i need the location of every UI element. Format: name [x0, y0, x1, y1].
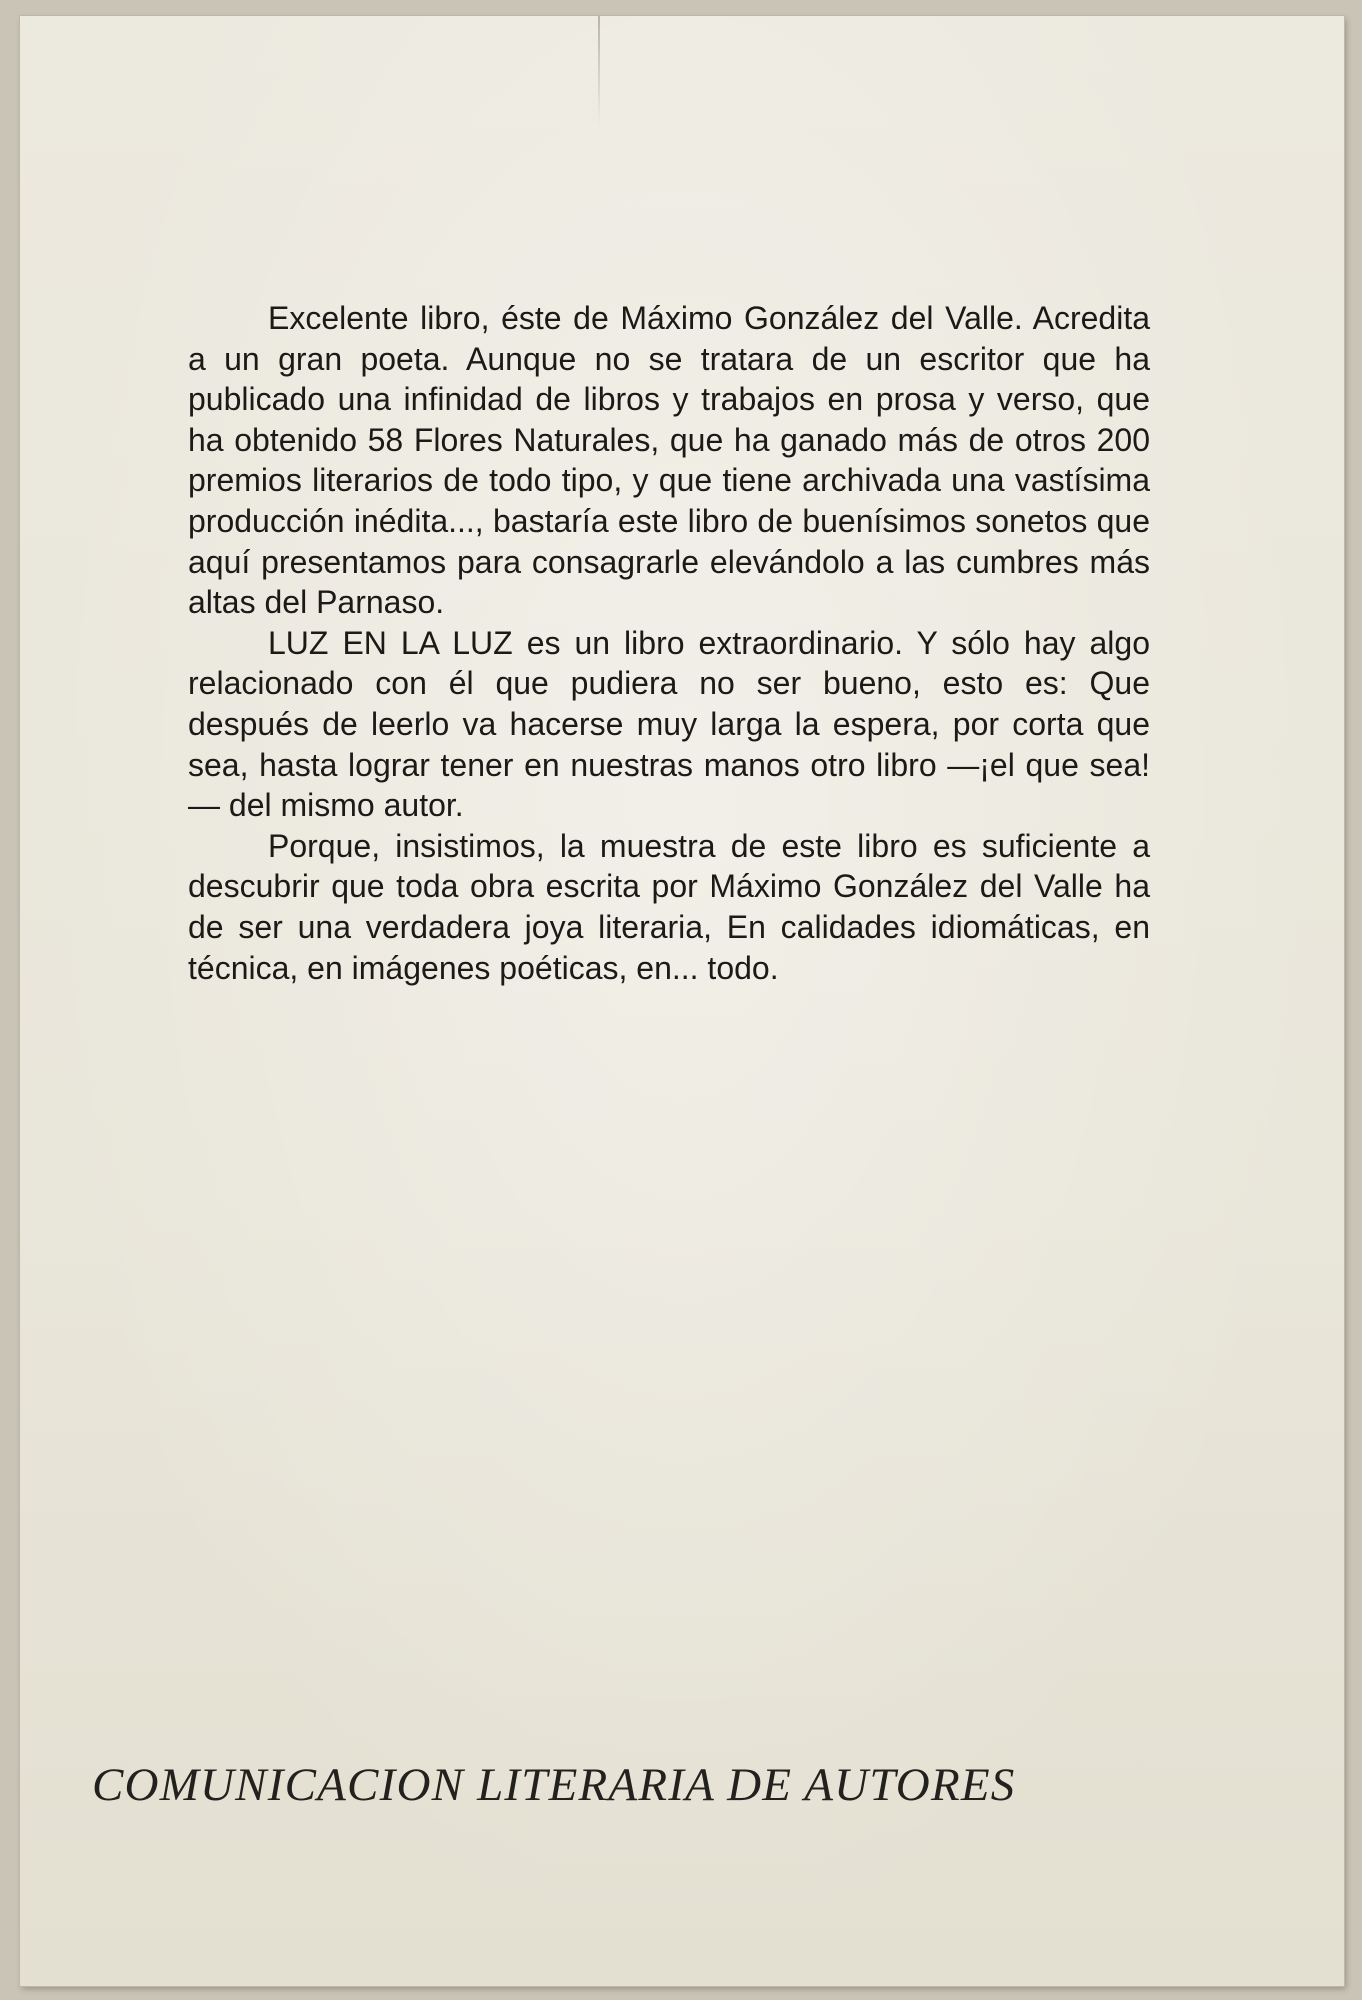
blurb-paragraph-1: Excelente libro, éste de Máximo González del Valle. Acredita a un gran poeta. Aunque no se tratara de un escritor que ha publicado una infinidad de libros y trabajos en prosa y verso, que ha obtenido 58 Flores Naturales, que ha ganado más de otros 200 premios literarios de todo tipo, y que tiene archivada una vastísima producción inédita..., bastaría este libro de buenísimos sonetos que aquí presentamos para consagrarle elevándolo a las cumbres más altas del Parnaso. [188, 300, 1150, 621]
blurb-text [188, 298, 1150, 988]
publisher-imprint: COMUNICACION LITERARIA DE AUTORES [92, 1759, 1016, 1811]
blurb-paragraph-3: Porque, insistimos, la muestra de este libro es suficiente a descubrir que toda obra escrita por Máximo González del Valle ha de ser una verdadera joya literaria, En calidades idiomáticas, en técnica, en imágenes poéticas, en... todo. [188, 827, 1150, 986]
back-cover [20, 16, 1344, 1986]
cover-crease [598, 16, 600, 126]
blurb-paragraph-2: LUZ EN LA LUZ es un libro extraordinario. Y sólo hay algo relacionado con él que pudiera no ser bueno, esto es: Que después de leerlo va hacerse muy larga la espera, por corta que sea, hasta lograr tener en nuestras manos otro libro —¡el que sea!— del mismo autor. [188, 624, 1150, 824]
